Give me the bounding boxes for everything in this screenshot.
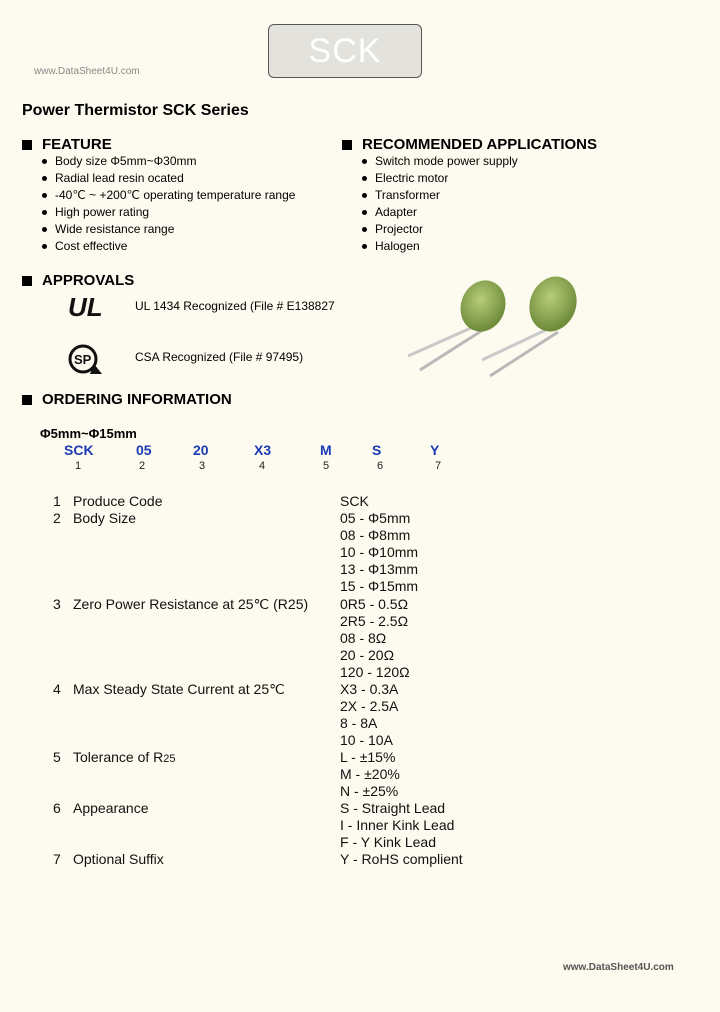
- code-part: Y: [430, 442, 440, 458]
- code-position: 7: [435, 460, 442, 472]
- code-part: 20: [193, 442, 209, 458]
- bullet-icon: [362, 227, 367, 232]
- ordering-row-label: Optional Suffix: [73, 851, 164, 867]
- ordering-row-value: Y - RoHS complient: [340, 851, 463, 867]
- ordering-row-number: 2: [53, 510, 61, 526]
- code-part: S: [372, 442, 382, 458]
- ordering-row-values: 0R5 - 0.5Ω 2R5 - 2.5Ω 08 - 8Ω 20 - 20Ω 120 - 120Ω: [340, 596, 410, 680]
- ordering-row-values: X3 - 0.3A 2X - 2.5A 8 - 8A 10 - 10A: [340, 681, 399, 748]
- section-bullet-icon: [22, 395, 32, 405]
- ordering-row-label: Zero Power Resistance at 25℃ (R25): [73, 596, 309, 612]
- code-part: 05: [136, 442, 152, 458]
- ordering-row-number: 3: [53, 596, 61, 612]
- bullet-icon: [42, 193, 47, 198]
- bullet-icon: [42, 210, 47, 215]
- bullet-icon: [42, 227, 47, 232]
- ordering-row-number: 5: [53, 749, 61, 765]
- list-item: Wide resistance range: [42, 221, 295, 238]
- list-item: Cost effective: [42, 238, 295, 255]
- ordering-row-label: Tolerance of R25: [73, 749, 176, 765]
- bullet-icon: [42, 176, 47, 181]
- ordering-range: Φ5mm~Φ15mm: [40, 426, 137, 441]
- list-item: Transformer: [362, 187, 518, 204]
- ordering-row-label: Max Steady State Current at 25℃: [73, 681, 285, 697]
- feature-heading: FEATURE: [22, 136, 112, 153]
- ul-approval-text: UL 1434 Recognized (File # E138827: [135, 299, 335, 313]
- list-item: Adapter: [362, 204, 518, 221]
- list-item: Radial lead resin ocated: [42, 170, 295, 187]
- bullet-icon: [362, 176, 367, 181]
- bullet-icon: [362, 159, 367, 164]
- ordering-heading: ORDERING INFORMATION: [22, 391, 232, 408]
- section-bullet-icon: [22, 140, 32, 150]
- code-position: 4: [259, 460, 266, 472]
- svg-text:UL: UL: [68, 294, 103, 322]
- watermark-top[interactable]: www.DataSheet4U.com: [34, 66, 140, 77]
- applications-heading: RECOMMENDED APPLICATIONS: [342, 136, 597, 153]
- section-bullet-icon: [342, 140, 352, 150]
- bullet-icon: [362, 193, 367, 198]
- ordering-row-label: Body Size: [73, 510, 137, 526]
- list-item: Projector: [362, 221, 518, 238]
- ordering-row-values: 05 - Φ5mm 08 - Φ8mm 10 - Φ10mm 13 - Φ13mm 15 - Φ15mm: [340, 510, 419, 594]
- ordering-row-label: Produce Code: [73, 493, 163, 509]
- page-title: Power Thermistor SCK Series: [22, 102, 249, 119]
- watermark-bottom[interactable]: www.DataSheet4U.com: [563, 962, 674, 973]
- list-item: Body size Φ5mm~Φ30mm: [42, 153, 295, 170]
- code-position: 5: [323, 460, 330, 472]
- list-item: -40℃ ~ +200℃ operating temperature range: [42, 187, 295, 204]
- code-position: 1: [75, 460, 82, 472]
- ordering-row-number: 4: [53, 681, 61, 697]
- code-part: X3: [254, 442, 272, 458]
- ordering-row-number: 6: [53, 800, 61, 816]
- code-position: 3: [199, 460, 206, 472]
- bullet-icon: [42, 244, 47, 249]
- ordering-row-value: SCK: [340, 493, 369, 509]
- approvals-heading: APPROVALS: [22, 272, 134, 289]
- ordering-row-label: Appearance: [73, 800, 149, 816]
- series-logo: SCK: [268, 24, 422, 78]
- ordering-row-number: 1: [53, 493, 61, 509]
- list-item: Switch mode power supply: [362, 153, 518, 170]
- applications-list: [362, 153, 518, 255]
- svg-text:SP: SP: [74, 352, 92, 367]
- csa-logo-icon: [68, 344, 104, 376]
- code-part: SCK: [64, 442, 94, 458]
- code-part: M: [320, 442, 332, 458]
- feature-list: [42, 153, 295, 255]
- csa-approval-text: CSA Recognized (File # 97495): [135, 350, 304, 364]
- code-position: 2: [139, 460, 146, 472]
- ul-logo-icon: [66, 294, 108, 322]
- code-position: 6: [377, 460, 384, 472]
- bullet-icon: [362, 244, 367, 249]
- bullet-icon: [362, 210, 367, 215]
- list-item: High power rating: [42, 204, 295, 221]
- ordering-row-values: L - ±15% M - ±20% N - ±25%: [340, 749, 400, 799]
- thermistor-photo: [400, 276, 600, 386]
- list-item: Electric motor: [362, 170, 518, 187]
- bullet-icon: [42, 159, 47, 164]
- ordering-row-values: S - Straight Lead I - Inner Kink Lead F - Y Kink Lead: [340, 800, 455, 850]
- section-bullet-icon: [22, 276, 32, 286]
- list-item: Halogen: [362, 238, 518, 255]
- ordering-row-number: 7: [53, 851, 61, 867]
